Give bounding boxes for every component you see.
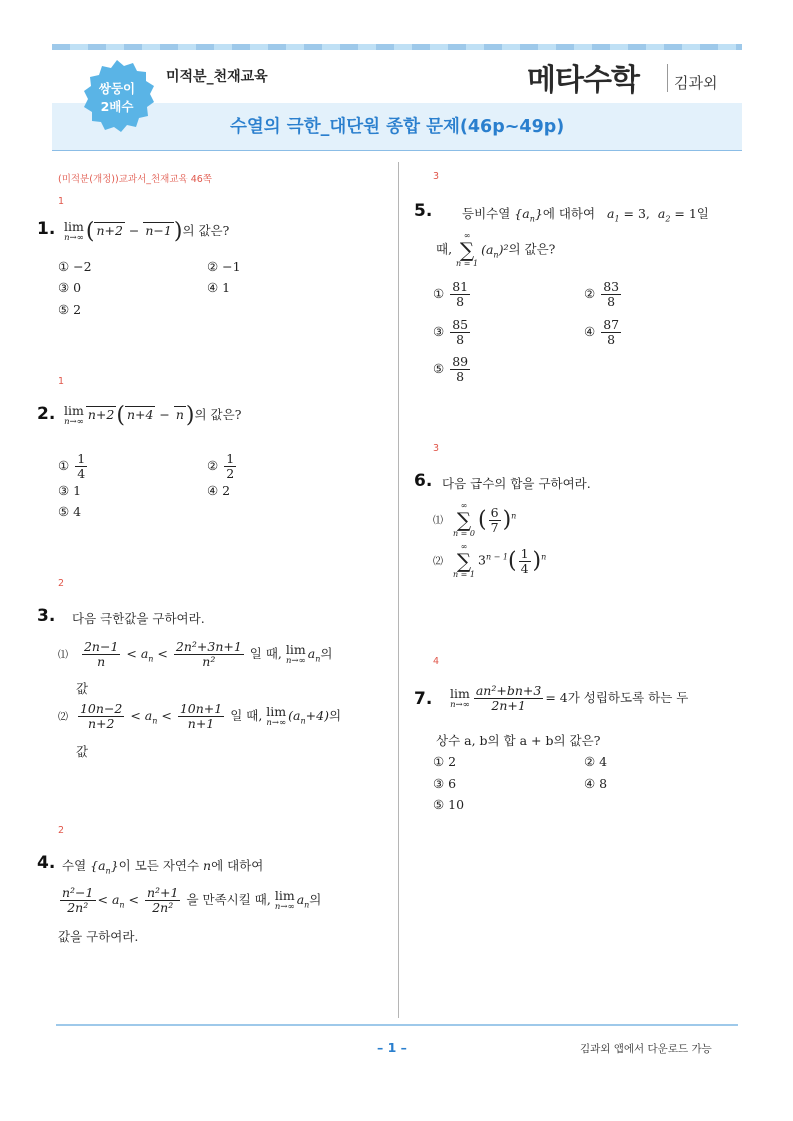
question-number: 7.: [414, 689, 433, 709]
question-number: 6.: [414, 471, 433, 491]
brand-logo: 메타수학: [527, 63, 639, 98]
answer-option[interactable]: ⑤ $\frac{89}{8}$: [433, 354, 469, 384]
question-stem-line2: 때, ∞ ∑ n = 1 $(a_n)^2$의 값은?: [436, 231, 556, 268]
question-stem: lim n→∞ $\frac{\text{an²+bn+3}}{2n+1}$ = 4가 성립하도록 하는 두: [450, 683, 689, 713]
question-number: 3.: [37, 606, 56, 626]
question-stem: 수열 $\{a_n\}$이 모든 자연수 n에 대하여: [62, 858, 264, 876]
question-tail: 값을 구하여라.: [58, 929, 139, 944]
answer-option[interactable]: ④ 8: [584, 776, 608, 791]
answer-option[interactable]: ① 2: [433, 754, 457, 769]
question-stem: 다음 극한값을 구하여라.: [72, 611, 205, 626]
answer-option[interactable]: ① $\frac{1}{4}$: [58, 451, 86, 481]
answer-option[interactable]: ③ 0: [58, 280, 82, 295]
brand-logo-sub: 김과외: [674, 74, 718, 92]
answer-option[interactable]: ⑤ 10: [433, 797, 465, 812]
footer-note: 김과외 앱에서 다운로드 가능: [580, 1043, 712, 1055]
question-number: 5.: [414, 201, 433, 221]
difficulty-label: 3: [433, 443, 440, 454]
header-top-bar: [52, 44, 742, 50]
answer-option[interactable]: ② $\frac{83}{8}$: [584, 279, 620, 309]
answer-option[interactable]: ② 4: [584, 754, 608, 769]
difficulty-label: 3: [433, 171, 440, 182]
difficulty-label: 1: [58, 376, 65, 387]
question-part-tail: 값: [76, 744, 89, 759]
header-divider: [52, 150, 742, 151]
column-divider: [398, 162, 399, 1018]
source-label: (미적분(개정))교과서_천재교육 46쪽: [58, 174, 212, 185]
answer-option[interactable]: ② −1: [207, 259, 241, 274]
question-stem: 다음 급수의 합을 구하여라.: [442, 476, 591, 491]
question-part-tail: 값: [76, 681, 89, 696]
question-part: ⑵ $\frac{10n-2}{n+2}$ < $a_n$ < $\frac{10n+1}{n+1}$ 일 때, lim n→∞ $(a_n+4)$의: [58, 701, 342, 731]
answer-option[interactable]: ③ 1: [58, 483, 82, 498]
answer-option[interactable]: ④ $\frac{87}{8}$: [584, 317, 620, 347]
question-stem: 등비수열 $\{a_n\}$에 대하여 $a_1 = 3$, $a_2 = 1$일: [462, 206, 709, 224]
footer-divider: [56, 1024, 738, 1026]
answer-option[interactable]: ⑤ 4: [58, 504, 82, 519]
question-stem-line2: 상수 a, b의 합 a + b의 값은?: [436, 733, 601, 748]
page-title: 수열의 극한_대단원 종합 문제(46p~49p): [230, 117, 565, 137]
answer-option[interactable]: ① −2: [58, 259, 92, 274]
logo-separator: [667, 64, 668, 92]
difficulty-label: 2: [58, 825, 65, 836]
question-part: ⑴ ∞ ∑ n = 0 ( $\frac{6}{7}$ )$^n$: [433, 501, 517, 538]
question-stem: lim n→∞ n+2( n+4 − n)의 값은?: [64, 403, 242, 428]
page-number: – 1 –: [377, 1040, 407, 1055]
subject-label: 미적분_천재교육: [166, 69, 268, 85]
question-stem: lim n→∞ ( n+2 − n−1)의 값은?: [64, 219, 230, 244]
question-number: 2.: [37, 404, 56, 424]
question-condition: $\frac{\text{n²−1}}{\text{2n²}}$ < $a_n$ < $\frac{\text{n²+1}}{\text{2n²}}$ 을 만족시킬 때, lim n→∞ $a_n$의: [62, 885, 322, 915]
answer-option[interactable]: ④ 2: [207, 483, 231, 498]
answer-option[interactable]: ③ $\frac{85}{8}$: [433, 317, 469, 347]
question-part: ⑵ ∞ ∑ n = 1 $3^{n - 1}$( $\frac{1}{4}$ )$^n$: [433, 542, 547, 579]
difficulty-label: 1: [58, 196, 65, 207]
difficulty-label: 4: [433, 656, 440, 667]
badge-label: 쌍둥이 2배수: [98, 81, 136, 114]
difficulty-label: 2: [58, 578, 65, 589]
question-part: ⑴ $\frac{2n-1}{n}$ < $a_n$ < $\frac{\text{2n²+3n+1}}{\text{n²}}$ 일 때, lim n→∞ $a_n$의: [58, 639, 333, 669]
answer-option[interactable]: ② $\frac{1}{2}$: [207, 451, 235, 481]
answer-option[interactable]: ⑤ 2: [58, 302, 82, 317]
answer-option[interactable]: ④ 1: [207, 280, 231, 295]
answer-option[interactable]: ① $\frac{81}{8}$: [433, 279, 469, 309]
question-number: 4.: [37, 853, 56, 873]
question-number: 1.: [37, 219, 56, 239]
answer-option[interactable]: ③ 6: [433, 776, 457, 791]
